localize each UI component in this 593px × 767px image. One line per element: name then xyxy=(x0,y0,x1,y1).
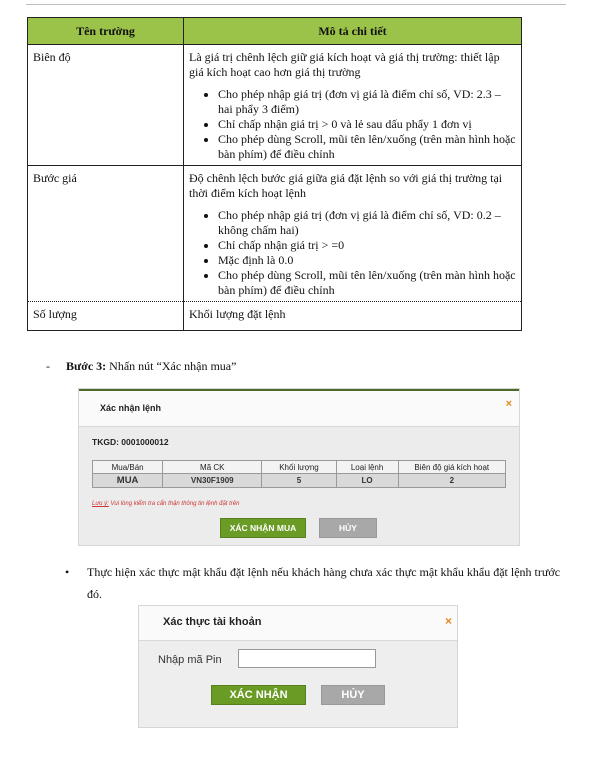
description-text: Là giá trị chênh lệch giữ giá kích hoạt và giá thị trường: thiết lập giá kích hoạt cao hơn giá thị trường xyxy=(189,50,500,79)
list-item: • Cho phép nhập giá trị (đơn vị giá là điểm chỉ số, VD: 0.2 – không chấm hai) xyxy=(218,208,516,238)
order-summary-table xyxy=(92,460,506,488)
pin-input[interactable] xyxy=(238,649,376,668)
close-icon[interactable]: × xyxy=(444,614,452,628)
column-header-side: Mua/Bán xyxy=(93,461,163,474)
list-item: • Chỉ chấp nhận giá trị > 0 và lẻ sau dấu phẩy 1 đơn vị xyxy=(218,117,516,132)
list-item: • Mặc định là 0.0 xyxy=(218,253,516,268)
order-symbol: VN30F1909 xyxy=(163,474,262,488)
confirm-buy-button[interactable]: XÁC NHẬN MUA xyxy=(220,518,306,538)
account-verify-dialog xyxy=(138,605,458,728)
order-trigger-range: 2 xyxy=(398,474,505,488)
step-label: Bước 3: xyxy=(66,359,107,373)
instruction-text: Thực hiện xác thực mật khẩu đặt lệnh nếu khách hàng chưa xác thực mật khẩu khẩu đặt lệnh trước đó. xyxy=(87,565,561,601)
list-item: • Chỉ chấp nhận giá trị > =0 xyxy=(218,238,516,253)
field-spec-table xyxy=(27,17,522,331)
column-header-quantity: Khối lượng xyxy=(262,461,336,474)
table-row xyxy=(93,474,506,488)
cancel-button[interactable]: HỦY xyxy=(321,685,385,705)
description-text: Độ chênh lệch bước giá giữa giá đặt lệnh so với giá thị trường tại thời điểm kích hoạt lệnh xyxy=(189,171,503,200)
list-item: • Cho phép dùng Scroll, mũi tên lên/xuống (trên màn hình hoặc bàn phím) để điều chỉnh xyxy=(218,268,516,298)
note-label: Lưu ý: xyxy=(92,501,109,507)
dialog-header xyxy=(139,606,457,641)
account-number: TKGD: 0001000012 xyxy=(92,437,169,447)
close-icon[interactable]: × xyxy=(505,398,512,410)
list-dash: - xyxy=(46,359,50,373)
top-rule xyxy=(26,4,566,5)
list-item: • Cho phép nhập giá trị (đơn vị giá là điểm chỉ số, VD: 2.3 – hai phẩy 3 điểm) xyxy=(218,87,516,117)
rule-list xyxy=(189,87,516,162)
table-row xyxy=(28,45,522,166)
dialog-header xyxy=(79,391,519,427)
dialog-title: Xác thực tài khoản xyxy=(163,616,262,628)
field-description xyxy=(184,166,522,302)
cancel-button[interactable]: HỦY xyxy=(319,518,377,538)
table-row xyxy=(28,302,522,331)
column-header-symbol: Mã CK xyxy=(163,461,262,474)
order-side: MUA xyxy=(93,474,163,488)
field-description xyxy=(184,45,522,166)
verify-instruction xyxy=(65,561,575,605)
step-3-instruction xyxy=(46,359,236,374)
column-header-description: Mô tả chi tiết xyxy=(184,18,522,45)
column-header-order-type: Loại lệnh xyxy=(336,461,398,474)
warning-note xyxy=(92,501,239,507)
field-name: Số lượng xyxy=(28,302,184,331)
list-item: • Cho phép dùng Scroll, mũi tên lên/xuống (trên màn hình hoặc bàn phím) để điều chỉnh xyxy=(218,132,516,162)
column-header-trigger-range: Biên độ giá kích hoạt xyxy=(398,461,505,474)
order-header-row xyxy=(93,461,506,474)
order-confirm-dialog xyxy=(78,388,520,546)
field-name: Biên độ xyxy=(28,45,184,166)
field-description: Khối lượng đặt lệnh xyxy=(184,302,522,331)
dialog-title: Xác nhận lệnh xyxy=(100,403,162,413)
rule-list xyxy=(189,208,516,298)
table-row xyxy=(28,166,522,302)
bullet-icon: • xyxy=(65,565,70,579)
order-type: LO xyxy=(336,474,398,488)
column-header-field: Tên trường xyxy=(28,18,184,45)
note-text: Vui lòng kiểm tra cẩn thận thông tin lệnh đặt trên xyxy=(108,501,240,507)
table-header-row xyxy=(28,18,522,45)
order-quantity: 5 xyxy=(262,474,336,488)
pin-label: Nhập mã Pin xyxy=(158,654,222,666)
step-text: Nhấn nút “Xác nhận mua” xyxy=(106,359,237,373)
field-name: Bước giá xyxy=(28,166,184,302)
confirm-button[interactable]: XÁC NHẬN xyxy=(211,685,306,705)
